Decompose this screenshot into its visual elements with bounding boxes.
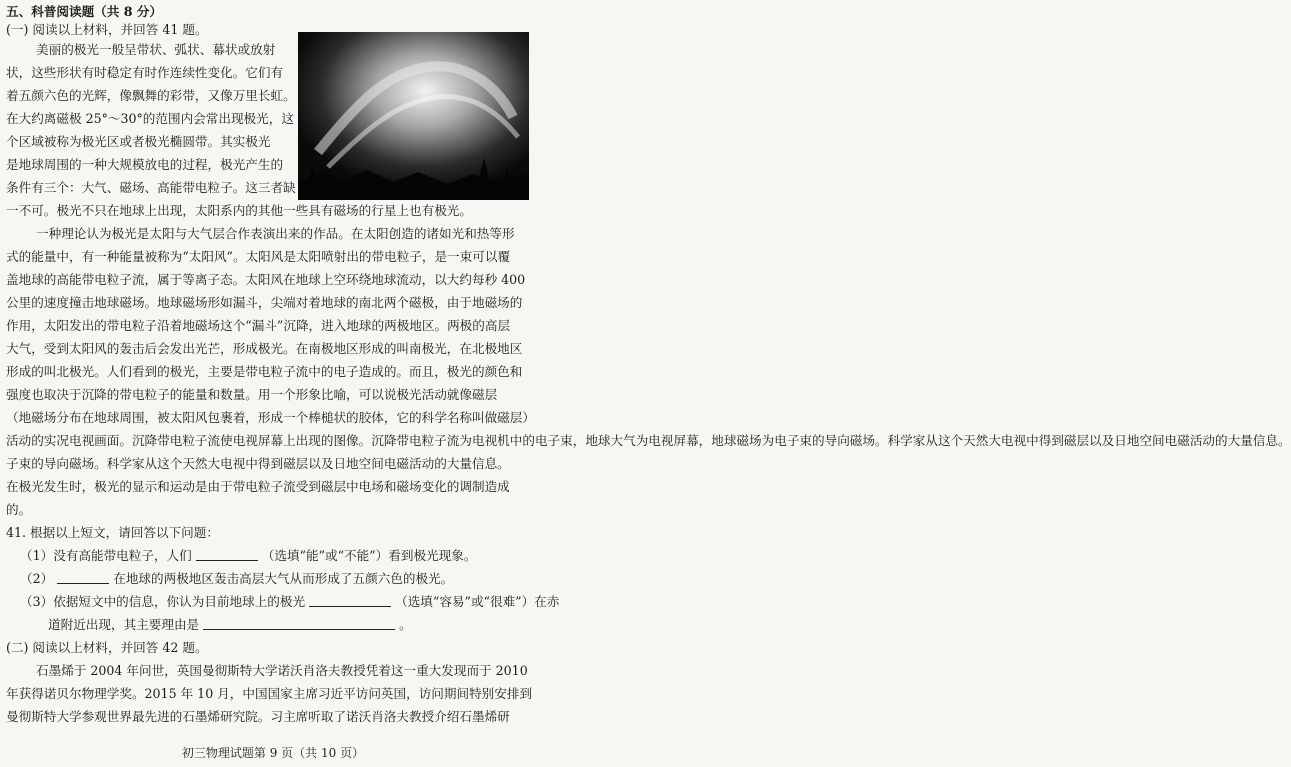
para2-line: 一种理论认为极光是太阳与大气层合作表演出来的作品。在太阳创造的诸如光和热等形 (36, 226, 515, 241)
para2-line: 盖地球的高能带电粒子流，属于等离子态。太阳风在地球上空环绕地球流动，以大约每秒 400 (6, 272, 526, 287)
section-title: 五、科普阅读题（共 8 分） (6, 4, 163, 19)
para2-line: 在极光发生时，极光的显示和运动是由于带电粒子流受到磁层中电场和磁场变化的调制造成 (6, 479, 510, 494)
para2-line: （地磁场分布在地球周围，被太阳风包裹着，形成一个棒槌状的胶体，它的科学名称叫做磁层） (6, 410, 535, 425)
para1-line: 着五颜六色的光辉，像飘舞的彩带，又像万里长虹。 (6, 88, 296, 103)
question-41-3-reason-label: 道附近出现，其主要理由是 (48, 617, 200, 632)
question-41-2-suffix: 在地球的两极地区轰击高层大气从而形成了五颜六色的极光。 (113, 571, 454, 586)
para1-line: 美丽的极光一般呈带状、弧状、幕状或放射 (36, 42, 276, 57)
answer-blank-41-3a[interactable] (309, 592, 391, 607)
part2-heading: (二) 阅读以上材料，并回答 42 题。 (6, 640, 208, 655)
para2-line: 形成的叫北极光。人们看到的极光，主要是带电粒子流中的电子造成的。而且，极光的颜色和 (6, 364, 523, 379)
para2-line: 公里的速度撞击地球磁场。地球磁场形如漏斗，尖端对着地球的南北两个磁极，由于地磁场的 (6, 295, 523, 310)
para3-line: 年获得诺贝尔物理学奖。2015 年 10 月，中国国家主席习近平访问英国，访问期间特别安排到 (6, 686, 533, 701)
question-41-1 (20, 544, 476, 567)
aurora-photo (298, 32, 529, 200)
aurora-image (298, 32, 529, 200)
question-41-3-end: 。 (399, 617, 412, 632)
para2-line: 强度也取决于沉降的带电粒子的能量和数量。用一个形象比喻，可以说极光活动就像磁层 (6, 387, 498, 402)
para2-line: 的。 (6, 502, 32, 517)
question-41-3-continued (48, 613, 412, 636)
question-41-2-prefix: （2） (20, 571, 54, 586)
question-41-intro: 41. 根据以上短文，请回答以下问题： (6, 525, 219, 540)
para1-line: 在大约离磁极 25°～30°的范围内会常出现极光，这 (6, 111, 294, 126)
question-41-3 (20, 590, 559, 613)
answer-blank-41-1[interactable] (196, 546, 258, 561)
para2-line: 式的能量中，有一种能量被称为“太阳风”。太阳风是太阳喷射出的带电粒子，是一束可以覆 (6, 249, 511, 264)
question-41-1-prefix: （1）没有高能带电粒子，人们 (20, 548, 192, 563)
para2-line: 大气，受到太阳风的轰击后会发出光芒，形成极光。在南极地区形成的叫南极光，在北极地区 (6, 341, 523, 356)
para1-line: 是地球周围的一种大规模放电的过程，极光产生的 (6, 157, 284, 172)
question-41-2 (20, 567, 453, 590)
question-41-1-suffix: （选填“能”或“不能”）看到极光现象。 (261, 548, 477, 563)
para3-line: 曼彻斯特大学参观世界最先进的石墨烯研究院。习主席听取了诺沃肖洛夫教授介绍石墨烯研 (6, 709, 510, 724)
para1-line: 一不可。极光不只在地球上出现，太阳系内的其他一些具有磁场的行星上也有极光。 (6, 203, 472, 218)
para1-line: 条件有三个：大气、磁场、高能带电粒子。这三者缺 (6, 180, 296, 195)
part1-heading: (一) 阅读以上材料，并回答 41 题。 (6, 22, 208, 37)
para1-line: 个区域被称为极光区或者极光椭圆带。其实极光 (6, 134, 271, 149)
page-footer: 初三物理试题第 9 页（共 10 页） (181, 746, 365, 760)
question-41-3-prefix: （3）依据短文中的信息，你认为目前地球上的极光 (20, 594, 306, 609)
para1-line: 状，这些形状有时稳定有时作连续性变化。它们有 (6, 65, 284, 80)
para2-line: 活动的实况电视画面。沉降带电粒子流使电视屏幕上出现的图像。沉降带电粒子流为电视机中的电子束，地球大气为电视屏幕，地球磁场为电子束的导向磁场。科学家从这个天然大电视中得到磁层以及日地空间电磁活动的大量信息。 (6, 433, 1291, 448)
question-41-3-middle: （选填“容易”或“很难”）在赤 (395, 594, 560, 609)
para2-line: 作用，太阳发出的带电粒子沿着地磁场这个“漏斗”沉降，进入地球的两极地区。两极的高层 (6, 318, 511, 333)
para3-line: 石墨烯于 2004 年问世，英国曼彻斯特大学诺沃肖洛夫教授凭着这一重大发现而于 2010 (36, 663, 528, 678)
para2-line: 子束的导向磁场。科学家从这个天然大电视中得到磁层以及日地空间电磁活动的大量信息。 (6, 456, 510, 471)
answer-blank-41-3b[interactable] (203, 615, 395, 630)
answer-blank-41-2[interactable] (57, 569, 109, 584)
